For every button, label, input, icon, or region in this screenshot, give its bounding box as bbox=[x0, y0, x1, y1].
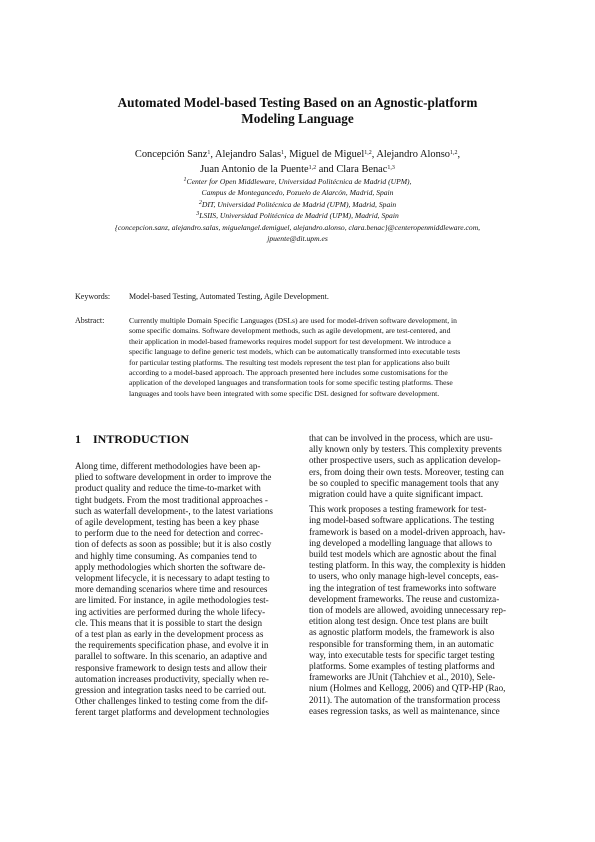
body-text-line: eases regression tasks, as well as maintenance, since bbox=[309, 705, 500, 716]
author-list bbox=[60, 148, 535, 177]
author-name: Alejandro Alonso bbox=[376, 149, 450, 160]
abstract-line: Currently multiple Domain Specific Languages (DSLs) are used for model-driven software development, in bbox=[129, 316, 457, 325]
body-text-line: of agile development, testing has been a key phase bbox=[75, 517, 260, 528]
body-column-left bbox=[75, 461, 300, 719]
body-text-line: of a test plan as early in the development process as bbox=[75, 629, 264, 640]
body-text-line: 2011). The automation of the transformation process bbox=[309, 694, 501, 705]
abstract-line: for particular testing platforms. The resulting test models represent the test plan for applications also built bbox=[129, 357, 450, 367]
author-sup: 1,3 bbox=[387, 164, 395, 171]
email-line: {concepcion.sanz, alejandro.salas, miguelangel.demiguel, alejandro.alonso, clara.benac}@centeropenmiddleware.com, bbox=[114, 222, 481, 232]
body-text-line: plied to software development in order to improve the bbox=[75, 472, 272, 483]
abstract-line: according to a model-based approach. The approach presented here includes some customisations for the bbox=[129, 368, 448, 378]
body-text-line: ing activities are performed during the whole lifecy- bbox=[75, 606, 266, 617]
body-text-line: more demanding scenarios where time and resources bbox=[75, 584, 268, 595]
section-title: INTRODUCTION bbox=[93, 432, 190, 446]
keywords-text: Model-based Testing, Automated Testing, Agile Development. bbox=[129, 292, 329, 301]
author-name: Alejandro Salas bbox=[214, 149, 282, 160]
body-text-line: ally known only by testers. This complexity prevents bbox=[309, 444, 502, 455]
affiliation-text: Center for Open Middleware, Universidad Politécnica de Madrid (UPM), bbox=[186, 177, 412, 186]
body-text-line: tion of models are allowed, avoiding unnecessary rep- bbox=[309, 605, 506, 616]
author-name: Clara Benac bbox=[336, 163, 388, 175]
affiliation-text: LSIIS, Universidad Politécnica de Madrid (UPM), Madrid, Spain bbox=[199, 211, 399, 221]
body-text-line: way, into executable tests for specific target testing bbox=[309, 649, 495, 660]
author-sup: 1,2 bbox=[308, 164, 317, 171]
body-text-line: ers, from doing their own tests. Moreover, testing can bbox=[309, 466, 504, 477]
abstract-label: Abstract: bbox=[75, 316, 105, 325]
affiliation-text: Campus de Montegancedo, Pozuelo de Alarcón, Madrid, Spain bbox=[201, 188, 394, 198]
affiliation-sup: 2 bbox=[198, 199, 202, 206]
body-text-line: testing platform. In this way, the complexity is hidden bbox=[309, 560, 506, 571]
body-text-line: frameworks are JUnit (Tahchiev et al., 2010), Sele- bbox=[309, 672, 496, 683]
body-text-line: are limited. For instance, in agile methodologies test- bbox=[75, 595, 269, 606]
author-sup: 1 bbox=[207, 150, 211, 156]
body-text-line: ing developed a modelling language that allows to bbox=[309, 537, 493, 548]
abstract-line: application of the developed languages and transformation tools for some specific testing platforms. These bbox=[129, 378, 453, 388]
body-text-line: as agnostic platform models, the framework is also bbox=[309, 627, 495, 638]
body-text-line: etition along test design. Once test plans are built bbox=[309, 616, 489, 627]
keywords-label: Keywords: bbox=[75, 292, 111, 301]
body-text-line: This work proposes a testing framework for test- bbox=[309, 504, 487, 515]
body-text-line: automation increases productivity, specially when re- bbox=[75, 673, 269, 684]
author-sup: 1 bbox=[281, 150, 285, 156]
author-name: Concepción Sanz bbox=[134, 149, 208, 160]
body-text-line: migration could have a quite significant impact. bbox=[309, 489, 483, 500]
body-text-line: platforms. Some examples of testing platforms and bbox=[309, 661, 495, 672]
body-text-line: ing the integration of test frameworks into software bbox=[309, 582, 497, 593]
body-text-line: and highly time consuming. As companies tend to bbox=[75, 550, 257, 561]
body-text-line: to perform due to the need for detection and correc- bbox=[75, 528, 264, 539]
author-sup: 1,2 bbox=[364, 150, 372, 156]
author-line-2 bbox=[60, 163, 535, 178]
body-text-line: nium (Holmes and Kellogg, 2006) and QTP-HP (Rao, bbox=[309, 683, 506, 694]
author-name: Miguel de Miguel bbox=[289, 149, 365, 160]
body-text-line: Along time, different methodologies have been ap- bbox=[75, 461, 261, 471]
body-text-line: ferent target platforms and development technologies bbox=[75, 707, 270, 718]
body-text-line: responsible for transforming them, in an automatic bbox=[309, 638, 494, 649]
body-text-line: development frameworks. The reuse and customiza- bbox=[309, 593, 500, 604]
paper-title bbox=[60, 95, 535, 127]
author-name: Juan Antonio de la Puente bbox=[200, 163, 309, 175]
title-line: Automated Model-based Testing Based on an Agnostic-platform bbox=[117, 95, 478, 110]
body-text-line: such as waterfall development-, to the latest variations bbox=[75, 505, 273, 516]
body-text-line: ing model-based software applications. The testing bbox=[309, 515, 495, 526]
body-text-line: framework is based on a model-driven approach, hav- bbox=[309, 526, 506, 537]
body-text-line: parallel to software. In this scenario, an adaptive and bbox=[75, 651, 267, 662]
abstract-line: some specific domains. Software development methods, such as agile development, are test-centered, and bbox=[129, 326, 451, 336]
body-text-line: product quality and reduce the time-to-market with bbox=[75, 483, 261, 494]
affiliation-line bbox=[20, 187, 575, 198]
affiliation-line bbox=[20, 210, 575, 221]
body-text-line: gression and integration tasks need to be carried out. bbox=[75, 685, 267, 696]
affiliation-sup: 1 bbox=[183, 177, 187, 183]
affiliation-line bbox=[20, 176, 575, 187]
body-text-line: cle. This means that it is possible to start the design bbox=[75, 617, 262, 628]
abstract-text bbox=[129, 316, 524, 399]
body-text-line: tight budgets. From the most traditional approaches - bbox=[75, 494, 268, 505]
abstract-line: languages and tools have been integrated with some specific DSL designed for software development. bbox=[129, 388, 440, 398]
section-number: 1 bbox=[75, 432, 81, 446]
author-conjunction: and bbox=[318, 163, 334, 175]
affiliation-line bbox=[20, 199, 575, 210]
abstract-line: their application in model-based frameworks requires model support for test development. We introduce a bbox=[129, 336, 451, 346]
author-sup: 1,2 bbox=[450, 150, 458, 156]
body-text-line: build test models which are agnostic about the final bbox=[309, 549, 497, 560]
body-text-line: be so coupled to specific management tools that any bbox=[309, 477, 499, 488]
affiliation-text: DIT, Universidad Politécnica de Madrid (UPM), Madrid, Spain bbox=[201, 199, 397, 209]
body-text-line: Other challenges linked to testing come from the dif- bbox=[75, 696, 268, 707]
affiliation-sup: 3 bbox=[196, 211, 200, 218]
body-column-right bbox=[309, 433, 537, 717]
body-text-line: tion of defects as soon as possible; but it is also costly bbox=[75, 539, 272, 550]
body-text-line: the requirements specification phase, and evolve it in bbox=[75, 640, 269, 651]
affiliations bbox=[20, 176, 575, 244]
body-text-line: that can be involved in the process, which are usu- bbox=[309, 433, 493, 443]
body-text-line: other prospective users, such as application develop- bbox=[309, 455, 501, 466]
title-line: Modeling Language bbox=[241, 111, 354, 126]
section-heading bbox=[75, 432, 189, 447]
body-text-line: responsive framework to design tests and allow their bbox=[75, 662, 267, 673]
body-text-line: velopment lifecycle, it is necessary to adapt testing to bbox=[75, 573, 270, 584]
abstract-line: specific language to define generic test models, which can be automatically transformed into executable tests bbox=[129, 347, 461, 357]
body-text-line: apply methodologies which shorten the software de- bbox=[75, 561, 266, 572]
body-text-line: to users, who only manage high-level concepts, eas- bbox=[309, 571, 499, 582]
author-line-1: Concepción Sanz$^1$, Alejandro Salas$^1$, Miguel de Miguel$^{1,2}$, Alejandro Alonso$^{1,2}$, bbox=[134, 149, 461, 160]
email-line: jpuente@dit.upm.es bbox=[267, 234, 328, 244]
